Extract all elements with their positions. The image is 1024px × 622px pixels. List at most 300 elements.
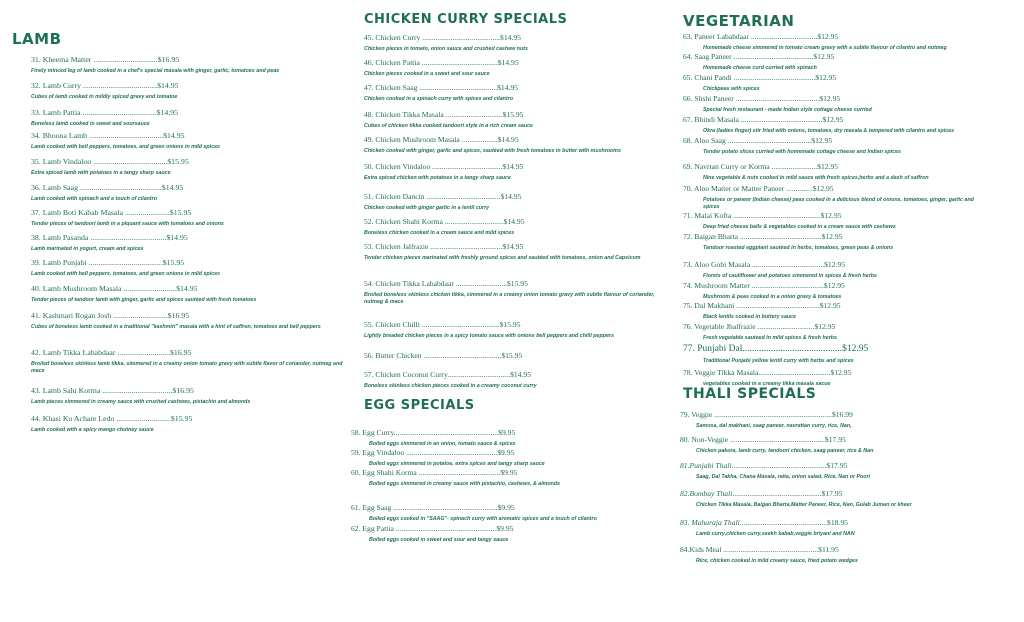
menu-item-name: 64. Saag Paneer — [683, 52, 732, 61]
menu-item-name: 80. Non-Veggie — [680, 435, 729, 444]
lamb-menu-item — [31, 311, 351, 331]
veg-menu-item — [683, 281, 983, 301]
menu-item-description: Okra (ladies finger) stir fried with onions, tomatoes, dry masala & tempered with cilantro and spices — [703, 128, 955, 134]
menu-item-name: 62. Egg Pattia — [351, 524, 394, 533]
menu-item-description: Lamb cooked with spinach and a touch of cilantro — [31, 196, 157, 202]
menu-item-leader: ........................................... — [731, 73, 816, 82]
menu-item-description: Lamb cooked with bell peppers, tomatoes, and green onions in mild spices — [31, 271, 220, 277]
menu-item-price: $12.95 — [811, 136, 833, 145]
menu-item-price: $14.95 — [176, 284, 198, 293]
menu-item-name: 66. Shshi Paneer — [683, 94, 734, 103]
chicken-menu-item — [364, 279, 664, 306]
menu-item-description: Tandoor roasted eggplant sautéed in herbs, tomatoes, green peas & onions — [703, 245, 894, 251]
menu-item-price: $12.95 — [812, 184, 834, 193]
menu-item-leader: ................................. — [91, 55, 158, 64]
menu-item-line — [364, 83, 664, 92]
menu-item-leader: ................................. — [447, 370, 511, 379]
menu-item-line — [31, 208, 351, 217]
menu-item-price: $11.95 — [818, 545, 839, 554]
menu-item-description: Tender pieces of tandoor lamb with ginger, garlic and spices sautéed with fresh tomatoes — [31, 297, 257, 303]
menu-item-name: 32. Lamb Curry — [31, 81, 82, 90]
menu-item-line — [683, 345, 983, 354]
menu-item-leader: ........................ — [769, 162, 818, 171]
menu-item-leader: .............................. — [755, 322, 815, 331]
menu-item-leader: ....................................... — [88, 233, 167, 242]
menu-item-line — [364, 110, 664, 119]
chicken-heading: CHICKEN CURRY SPECIALS — [364, 12, 568, 27]
menu-item-leader: ...................................... — [91, 157, 168, 166]
thali-menu-item — [680, 489, 990, 509]
menu-item-description: Boneless skinless chicken pieces cooked in a creamy coconut curry — [364, 383, 537, 389]
menu-item-price: $15.95 — [170, 414, 193, 423]
menu-item-description: Nine vegetable & nuts cooked in mild sauce with fresh spices,herbs and a dash of saffron — [703, 175, 929, 181]
menu-item-price: $14.95 — [502, 162, 524, 171]
menu-item-description: Tender chicken pieces marinated with freshly ground spices and sautéed with tomatoes, onion and Capsicum — [364, 255, 641, 261]
menu-item-price: $15.95 — [169, 208, 192, 217]
menu-item-line — [31, 157, 351, 166]
menu-item-price: $12.95 — [822, 115, 844, 124]
menu-item-name: 63. Paneer Labahdaar — [683, 32, 749, 41]
menu-item-leader: ................... — [459, 135, 498, 144]
menu-item-price: $17.95 — [824, 435, 846, 444]
menu-item-description: Cubes of chicken tikka cooked tandoori style in a rich cream sauce — [364, 123, 533, 129]
menu-item-line — [31, 81, 351, 90]
menu-item-name: 61. Egg Saag — [351, 503, 392, 512]
veg-menu-item — [683, 184, 983, 211]
menu-item-name: 37. Lamb Boti Kabab Masala — [31, 208, 124, 217]
menu-item-leader: ................................................ — [404, 448, 498, 457]
menu-item-name: 53. Chicken Jalfrazie — [364, 242, 429, 251]
egg-menu-item — [351, 503, 651, 523]
menu-item-description: Finely minced leg of lamb cooked in a chef's special masala with ginger, garlic, tomatoes and peas — [31, 68, 280, 74]
menu-item-price: $12.95 — [815, 73, 837, 82]
menu-item-line — [351, 428, 651, 437]
menu-item-line — [680, 518, 990, 527]
menu-item-leader: ........................................ — [419, 58, 498, 67]
menu-item-name: 84.Kids Meal — [680, 545, 722, 554]
menu-item-description: Traditional Punjabi yellow lentil curry with herbs and spices — [703, 358, 854, 364]
menu-item-leader: ....................................................... — [391, 503, 498, 512]
menu-item-name: 45. Chicken Curry — [364, 33, 421, 42]
menu-item-line — [364, 242, 664, 251]
menu-item-leader: ..................................... — [430, 162, 503, 171]
menu-item-name: 40. Lamb Mushroom Masala — [31, 284, 122, 293]
chicken-menu-item — [364, 83, 664, 103]
menu-item-name: 59. Egg Vindaloo — [351, 448, 405, 457]
menu-item-leader: .................................... — [100, 386, 173, 395]
menu-item-line — [31, 183, 351, 192]
menu-item-name: 83. Maharaja Thali — [680, 518, 740, 527]
menu-item-description: Lamb pieces simmered in creamy sauce with crushed cashews, pistachio and almonds — [31, 399, 251, 405]
menu-item-leader: ............................................ — [734, 301, 820, 310]
menu-item-name: 52. Chicken Shahi Korma — [364, 217, 443, 226]
menu-item-name: 31. Kheema Matter — [31, 55, 92, 64]
menu-item-line — [683, 184, 983, 193]
menu-item-description: Lamb cooked with a spicy mango chutney sauce — [31, 427, 154, 433]
menu-item-name: 36. Lamb Saag — [31, 183, 78, 192]
menu-item-price: $14.95 — [502, 242, 524, 251]
menu-item-line — [364, 162, 664, 171]
menu-item-line — [683, 368, 983, 377]
menu-item-price: $12.95 — [824, 260, 846, 269]
menu-item-description: Broiled boneless skinless lamb tikka, simmered in a creamy onion tomato gravy with subtle flavor of coriander, nutmeg and mace — [31, 361, 343, 374]
menu-item-price: $14.95 — [166, 233, 188, 242]
menu-item-line — [683, 260, 983, 269]
menu-item-name: 79. Veggie — [680, 410, 713, 419]
menu-item-name: 42. Lamb Tikka Lababdaar — [31, 348, 116, 357]
lamb-menu-item — [31, 131, 351, 151]
veg-menu-item — [683, 73, 983, 93]
menu-item-description: Boneless chicken cooked in a cream sauce and mild spices — [364, 230, 515, 236]
menu-item-leader: ...................................... — [81, 81, 158, 90]
menu-item-name: 41. Kashmari Rogan Josh — [31, 311, 112, 320]
menu-item-price: $14.95 — [500, 33, 521, 42]
menu-item-description: Mushroom & peas cooked in a onion gravy & tomatoes — [703, 294, 842, 300]
menu-item-price: $12.95 — [823, 281, 845, 290]
menu-item-line — [31, 414, 351, 423]
chicken-menu-item — [364, 370, 664, 390]
menu-item-line — [683, 94, 983, 103]
menu-item-line — [364, 279, 664, 288]
menu-item-line — [683, 32, 983, 41]
menu-item-price: $12.95 — [819, 301, 841, 310]
menu-item-price: $12.95 — [819, 94, 841, 103]
menu-item-name: 34. Bhoona Lamb — [31, 131, 88, 140]
menu-item-leader: ......................................... — [417, 83, 498, 92]
menu-item-price: $18.95 — [827, 518, 848, 527]
menu-item-line — [31, 258, 351, 267]
menu-item-line — [31, 386, 351, 395]
menu-item-line — [683, 115, 983, 124]
thali-menu-item — [680, 435, 990, 455]
lamb-menu-item — [31, 386, 351, 406]
menu-item-description: Boiled eggs simmered in an onion, tomato sauce & spices — [369, 441, 516, 447]
menu-item-description: Cubes of boneless lamb cooked in a traditional "kashmiri" masala with a hint of saffron, tomatoes and bell peppers — [31, 324, 321, 330]
menu-item-leader: ................................... — [749, 32, 818, 41]
menu-item-name: 51. Chicken Dancin — [364, 192, 425, 201]
chicken-menu-item — [364, 33, 664, 53]
menu-item-name: 71. Malai Kofta — [683, 211, 732, 220]
menu-item-description: Chickpeas with spices — [703, 86, 760, 92]
menu-item-description: Potatoes or paneer (Indian cheese) peas cooked in a delicious blend of onions, tomatoes, ginger, garlic and spices — [703, 197, 974, 210]
menu-item-price: $16.95 — [157, 55, 180, 64]
menu-item-price: $14.95 — [500, 192, 522, 201]
menu-item-description: Chicken pieces cooked in a sweet and sour sauce — [364, 71, 490, 77]
menu-item-description: Lamb curry,chicken curry,seekh kabab,veggie briyani and NAN — [696, 531, 855, 537]
menu-item-name: 75. Dal Makhani — [683, 301, 735, 310]
menu-item-price: $14.95 — [161, 183, 184, 192]
menu-item-name: 49. Chicken Mushroom Masala — [364, 135, 460, 144]
egg-menu-item — [351, 448, 651, 468]
menu-item-leader: ........................... — [115, 348, 171, 357]
menu-item-leader: .......................................... — [731, 52, 814, 61]
menu-item-leader: .......................................... — [78, 183, 162, 192]
menu-item-name: 73. Aloo Gobi Masala — [683, 260, 751, 269]
menu-item-line — [683, 301, 983, 310]
menu-item-line — [351, 448, 651, 457]
veg-menu-item — [683, 301, 983, 321]
menu-item-description: Rice, chicken cooked in mild creamy sauce, fried potato wedges — [696, 558, 858, 564]
menu-item-price: $17.95 — [826, 461, 848, 470]
menu-item-leader: .......................................... — [742, 344, 843, 354]
menu-item-description: Boneless lamb cooked in sweet and soursauce — [31, 121, 150, 127]
lamb-heading: LAMB — [12, 30, 62, 48]
veg-menu-item — [683, 32, 983, 52]
menu-item-line — [364, 33, 664, 42]
menu-item-price: $14.95 — [156, 108, 179, 117]
menu-item-line — [364, 320, 664, 329]
menu-item-name: 74. Mushroom Matter — [683, 281, 750, 290]
menu-item-line — [683, 162, 983, 171]
menu-item-leader: .............................................................. — [712, 410, 832, 419]
menu-item-price: $16.99 — [831, 410, 853, 419]
chicken-menu-item — [364, 242, 664, 262]
menu-item-leader: ...................................... — [80, 108, 157, 117]
menu-item-description: Black lentils cooked in buttery sauce — [703, 314, 797, 320]
menu-item-name: 54. Chicken Tikka Lababdaar — [364, 279, 454, 288]
menu-item-price: $14.95 — [497, 58, 519, 67]
menu-item-description: Lightly breaded chicken pieces in a spicy tomato sauce with onions bell peppers and chilli peppers — [364, 333, 614, 339]
veg-menu-item — [683, 115, 983, 135]
menu-item-price: $14.95 — [157, 81, 179, 90]
menu-item-line — [683, 322, 983, 331]
menu-item-price: $14.95 — [497, 135, 519, 144]
menu-item-price: $9.95 — [498, 428, 516, 437]
menu-item-name: 38. Lamb Pasanda — [31, 233, 89, 242]
menu-item-leader: .............................. — [443, 110, 503, 119]
menu-item-leader: .............................................. — [731, 211, 821, 220]
menu-item-leader: ....................................... — [424, 192, 501, 201]
menu-item-price: $16.95 — [167, 311, 190, 320]
menu-item-description: Homemade cheese simmered in tomato cream gravy with a subtle flavour of cilantro and nutmeg — [703, 45, 947, 51]
menu-item-description: Extra spiced lamb with potatoes in a tangy sharp sauce — [31, 170, 171, 176]
menu-item-price: $14.95 — [163, 131, 185, 140]
thali-menu-item — [680, 410, 990, 430]
menu-item-line — [683, 52, 983, 61]
veg-menu-item — [683, 260, 983, 280]
menu-item-description: Boiled eggs cooked in sweet and sour and tangy sauce — [369, 537, 509, 543]
menu-item-leader: ............................ — [111, 311, 168, 320]
thali-menu-item — [680, 545, 990, 565]
menu-item-price: $12.95 — [842, 344, 869, 354]
menu-item-line — [351, 468, 651, 477]
menu-item-price: $9.95 — [497, 503, 515, 512]
menu-item-leader: ...................................... — [750, 260, 825, 269]
menu-item-line — [364, 58, 664, 67]
menu-item-leader: ........................................... — [738, 115, 823, 124]
menu-item-description: Broiled boneless skinless chicken tikka, simmered in a creamy onion tomato gravy with subtle flavour of coriander, nutmeg & mace — [364, 292, 655, 305]
menu-item-line — [31, 55, 351, 64]
veg-menu-item — [683, 211, 983, 231]
chicken-menu-item — [364, 351, 664, 360]
menu-item-description: Samosa, dal makhani, saag paneer, navrattan curry, rice, Nan, — [696, 423, 852, 429]
menu-item-price: $15.95 — [162, 258, 185, 267]
menu-item-name: 70. Aloo Matter or Matter Paneer — [683, 184, 785, 193]
lamb-menu-item — [31, 284, 351, 304]
menu-item-price: $17.95 — [821, 489, 843, 498]
menu-item-leader: ...................................... — [428, 242, 503, 251]
thali-menu-item — [680, 461, 990, 481]
menu-item-description: Boiled eggs simmered in creamy sauce with pistachio, cashews, & almonds — [369, 481, 561, 487]
menu-item-line — [683, 136, 983, 145]
menu-item-price: $15.95 — [507, 279, 528, 288]
menu-item-name: 46. Chicken Pattia — [364, 58, 420, 67]
lamb-menu-item — [31, 157, 351, 177]
menu-item-leader: ..................................................... — [393, 524, 497, 533]
menu-item-description: Lamb cooked with bell peppers, tomatoes, and green onions in mild spices — [31, 144, 220, 150]
menu-item-price: $12.95 — [814, 322, 836, 331]
menu-item-leader: ............................... — [442, 217, 504, 226]
menu-item-leader: .................................................. — [731, 461, 827, 470]
menu-item-name: 81.Punjabi Thali — [680, 461, 732, 470]
chicken-menu-item — [364, 135, 664, 155]
menu-item-line — [351, 503, 651, 512]
menu-item-line — [680, 461, 990, 470]
menu-item-leader: ...................................... — [749, 281, 824, 290]
menu-item-line — [683, 211, 983, 220]
menu-item-price: $9.95 — [496, 524, 514, 533]
menu-item-name: 72. Baigan Bharta — [683, 232, 739, 241]
menu-item-name: 82.Bombay Thali — [680, 489, 733, 498]
menu-item-description: Cubes of lamb cooked in mildly spiced gravy and tomatoe — [31, 94, 178, 100]
menu-item-line — [31, 131, 351, 140]
menu-item-line — [31, 284, 351, 293]
egg-menu-item — [351, 524, 651, 544]
menu-item-price: $9.95 — [500, 468, 518, 477]
menu-item-price: $16.95 — [170, 348, 192, 357]
menu-item-description: Deep fried cheese balls & vegetables cooked in a cream sauce with cashews — [703, 224, 896, 230]
menu-item-name: 47. Chicken Saag — [364, 83, 418, 92]
menu-item-leader: ........................................... — [416, 468, 501, 477]
menu-item-price: $14.95 — [497, 83, 518, 92]
egg-menu-item — [351, 428, 651, 448]
menu-item-leader: ....................................................... — [393, 428, 499, 437]
menu-item-price: $12.95 — [820, 211, 842, 220]
menu-item-description: Chicken pakora, lamb curry, tandoori chicken, saag paneer, rice & Nan — [696, 448, 874, 454]
menu-item-name: 60. Egg Shahi Korma — [351, 468, 417, 477]
veg-menu-item — [683, 345, 983, 365]
menu-item-price: $12.95 — [817, 162, 839, 171]
menu-item-leader: .............................................. — [739, 518, 828, 527]
menu-item-line — [31, 233, 351, 242]
menu-item-leader: ......................................... — [420, 33, 501, 42]
lamb-menu-item — [31, 414, 351, 434]
menu-item-line — [680, 435, 990, 444]
menu-item-leader: ........................... — [121, 284, 177, 293]
menu-item-price: $15.95 — [502, 110, 524, 119]
menu-item-name: 39. Lamb Punjabi — [31, 258, 87, 267]
menu-item-description: Boiled eggs simmered in potatoe, extra spices and tangy sharp sauce — [369, 461, 545, 467]
menu-item-price: $12.95 — [821, 232, 843, 241]
lamb-menu-item — [31, 81, 351, 101]
menu-item-line — [31, 348, 351, 357]
menu-item-name: 35. Lamb Vindaloo — [31, 157, 92, 166]
menu-item-description: Tender pieces of tandoori lamb in a piquant sauce with tomatoes and onions — [31, 221, 224, 227]
chicken-menu-item — [364, 192, 664, 212]
menu-item-price: $15.95 — [499, 320, 521, 329]
menu-item-line — [683, 281, 983, 290]
veg-menu-item — [683, 94, 983, 114]
menu-item-description: Tender potato slices curried with homemade cottage cheese and Indian spices — [703, 149, 901, 155]
menu-item-name: 77. Punjabi Dal — [683, 344, 743, 354]
menu-item-name: 44. Khasi Ko Achare Ledo — [31, 414, 115, 423]
thali-menu-item — [680, 518, 990, 538]
menu-item-name: 76. Vegetable Jhalfrazie — [683, 322, 756, 331]
menu-item-name: 78. Veggie Tikka Masala — [683, 368, 759, 377]
menu-item-description: Boiled eggs cooked in "SAAG"- spinach curry with aromatic spices and a touch of cilantro — [369, 516, 597, 522]
menu-item-line — [683, 232, 983, 241]
lamb-menu-item — [31, 258, 351, 278]
chicken-menu-item — [364, 320, 664, 340]
menu-item-name: 68. Aloo Saag — [683, 136, 726, 145]
menu-item-name: 48. Chicken Tikka Masala — [364, 110, 444, 119]
menu-item-price: $15.95 — [167, 157, 189, 166]
veg-menu-item — [683, 136, 983, 156]
lamb-menu-item — [31, 208, 351, 228]
egg-heading: EGG SPECIALS — [364, 398, 475, 413]
menu-item-price: $12.95 — [813, 52, 835, 61]
menu-item-leader: ............................................ — [725, 136, 812, 145]
menu-item-description: Special fresh restaurant - made Indian style cottage cheese curried — [703, 107, 872, 113]
menu-item-line — [351, 524, 651, 533]
menu-item-description: Homemade cheese curd curried with spinach — [703, 65, 817, 71]
menu-item-leader: ......................................... — [421, 351, 502, 360]
menu-item-name: 43. Lamb Sahi Korma — [31, 386, 101, 395]
menu-item-price: $12.95 — [817, 32, 839, 41]
menu-item-name: 58. Egg Curry — [351, 428, 394, 437]
menu-item-leader: ........................... — [453, 279, 507, 288]
menu-item-price: $15.95 — [501, 351, 523, 360]
lamb-menu-item — [31, 108, 351, 128]
menu-item-description: Lamb marinated in yogurt, cream and spices — [31, 246, 144, 252]
menu-item-name: 69. Navrtan Curry or Korma — [683, 162, 770, 171]
menu-item-line — [680, 545, 990, 554]
menu-item-description: Chicken cooked with ginger, garlic and spices, sautéed with fresh tomatoes in butter with mushrooms — [364, 148, 621, 154]
menu-item-leader: ...................................... — [86, 258, 163, 267]
menu-item-name: 55. Chicken Chilli — [364, 320, 420, 329]
chicken-menu-item — [364, 110, 664, 130]
menu-item-name: 50. Chicken Vindaloo — [364, 162, 431, 171]
menu-item-name: 33. Lamb Pattia — [31, 108, 81, 117]
menu-item-line — [364, 351, 664, 360]
menu-item-description: Chicken cooked with ginger garlic in a lentil curry — [364, 205, 490, 211]
menu-item-leader: ......................................... — [419, 320, 500, 329]
menu-item-description: Fresh vegetable sauteed in mild spices & fresh herbs — [703, 335, 837, 341]
menu-item-leader: ...................................... — [87, 131, 164, 140]
menu-item-line — [683, 73, 983, 82]
menu-item-line — [31, 108, 351, 117]
menu-item-leader: ............................ — [114, 414, 171, 423]
veg-menu-item — [683, 322, 983, 342]
menu-item-price: $9.95 — [497, 448, 515, 457]
menu-item-price: $14.95 — [510, 370, 531, 379]
menu-item-line — [31, 311, 351, 320]
menu-item-price: $14.95 — [503, 217, 525, 226]
menu-item-description: Chicken cooked in a spinach curry with spices and cilantro — [364, 96, 513, 102]
veg-menu-item — [683, 162, 983, 182]
menu-item-name: 56. Butter Chicken — [364, 351, 422, 360]
menu-item-line — [680, 410, 990, 419]
menu-item-line — [680, 489, 990, 498]
lamb-menu-item — [31, 348, 351, 375]
menu-item-leader: ............................................... — [732, 489, 822, 498]
veg-menu-item — [683, 52, 983, 72]
lamb-menu-item — [31, 55, 351, 75]
lamb-menu-item — [31, 233, 351, 253]
chicken-menu-item — [364, 58, 664, 78]
thali-heading: THALI SPECIALS — [683, 386, 817, 402]
veg-menu-item — [683, 368, 983, 388]
